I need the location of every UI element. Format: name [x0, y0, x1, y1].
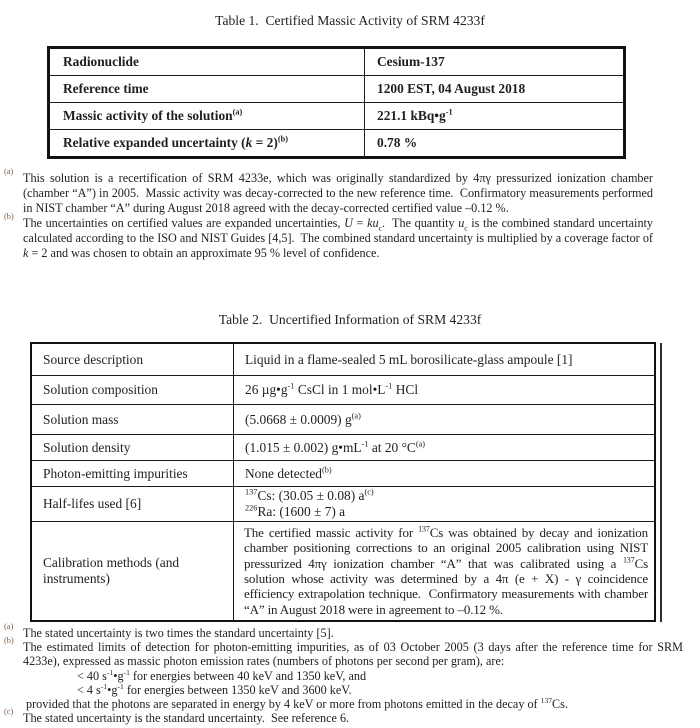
footnote-b: (b) The estimated limits of detection for photon-emitting impurities, as of 03 October 2005 (3 days after the reference time for SRM 4233e), expressed as massic photon emission rates (numbers of photons per second per gram), are: — [4, 636, 687, 669]
table-row — [49, 103, 625, 130]
row-value-cell — [365, 103, 625, 130]
row-value-cell — [234, 376, 656, 405]
half-life-line: $^{226}$Ra: (1600 ± 7) a — [245, 503, 346, 519]
footnote-a: (a) This solution is a recertification of SRM 4233e, which was originally standardized by 4πγ pressurized ionization chamber (chamber “A”) in 2005. Massic activity was decay-corrected to the new reference time. Confirmatory measurements performed in NIST chamber “A” during August 2018 agreed with the decay-corrected certified value –0.12 %. — [4, 167, 657, 215]
row-value: None detected$^{(b)}$ — [245, 465, 332, 481]
footnote-b-continuation: provided that the photons are separated in energy by 4 keV or more from photons emitted in the decay of $^{137}$Cs. — [26, 695, 568, 712]
row-value-cell — [365, 76, 625, 103]
row-label-cell — [49, 76, 365, 103]
row-value: 1200 EST, 04 August 2018 — [377, 81, 526, 96]
row-value-cell — [234, 461, 656, 487]
row-label: Photon-emitting impurities — [43, 465, 188, 481]
row-value: 0.78 % — [377, 135, 418, 150]
footnote-b: (b) The uncertainties on certified values are expanded uncertainties, $U = ku_c$. The quantity $u_c$ is the combined standard uncertainty calculated according to the ISO and NIST Guides [4,5]. The combined standard uncertainty is multiplied by a coverage factor of k = 2 and was chosen to obtain an approximate 95 % level of confidence. — [4, 211, 657, 260]
table1-footnotes — [3, 167, 657, 260]
row-value: Cesium-137 — [377, 54, 445, 69]
footnote-b-limit-line: < 40 $s^{-1}•g^{-1}$ for energies between 40 keV and 1350 keV, and — [77, 667, 367, 683]
row-label: Radionuclide — [63, 54, 139, 69]
table-row — [49, 76, 625, 103]
row-label-cell — [31, 487, 234, 522]
row-label: Calibration methods (and instruments) — [43, 555, 180, 586]
row-label: Source description — [43, 351, 144, 367]
table-row — [49, 48, 625, 76]
table2 — [30, 342, 656, 622]
row-label-cell — [31, 461, 234, 487]
footnote-b-limit-line: < 4 $s^{-1}•g^{-1}$ for energies between 1350 keV and 3600 keV. — [77, 681, 352, 697]
row-label-cell — [31, 522, 234, 622]
row-value: (1.015 ± 0.002) $g•mL^{-1}$ at 20 $^\circ C^{(a)}$ — [245, 439, 426, 455]
row-value: 26 $\mu g•g^{-1}$ CsCl in 1 $mol•L^{-1}$ HCl — [245, 381, 419, 397]
half-life-line: $^{137}$Cs: (30.05 ± 0.08) $a^{(c)}$ — [245, 487, 374, 503]
row-value-cell — [365, 130, 625, 158]
row-label: Reference time — [63, 81, 149, 96]
row-label: Relative expanded uncertainty (k = 2)$^{(b)}$ — [63, 134, 288, 150]
table2-title: Table 2. Uncertified Information of SRM 4233f — [218, 312, 482, 327]
footnote-c: (c) The stated uncertainty is the standard uncertainty. See reference 6. — [4, 707, 350, 726]
row-label: Half-lifes used [6] — [43, 496, 142, 511]
table1 — [47, 46, 626, 159]
row-label-cell — [31, 376, 234, 405]
footnote-text: The uncertainties on certified values are expanded uncertainties, $U = ku_c$. The quantity $u_c$ is the combined standard uncertainty calculated according to the ISO and NIST Guides [4,5]. The combined standard uncertainty is multiplied by a coverage factor of k = 2 and was chosen to obtain an approximate 95 % level of confidence. — [23, 215, 657, 260]
row-value: (5.0668 ± 0.0009) $g^{(a)}$ — [245, 411, 361, 427]
table2-footnotes — [3, 622, 687, 726]
table-row — [31, 522, 655, 622]
table-row — [49, 130, 625, 158]
row-label-cell — [31, 405, 234, 435]
row-label-cell — [49, 130, 365, 158]
table-row — [31, 461, 655, 487]
row-value-cell: The certified massic activity for $^{137}$Cs was obtained by decay and ionization chamber positioning corrections to an original 2005 calibration using NIST pressurized 4πγ ionization chamber “A” that was calibrated using a $^{137}$Cs solution whose activity was determined by a 4π (e + X) - γ coincidence efficiency extrapolation technique. Confirmatory measurements with chamber “A” in August 2018 were in agreement to –0.12 %. — [234, 522, 656, 622]
table-row — [31, 487, 655, 522]
row-label: Solution composition — [43, 382, 158, 397]
table-row — [31, 435, 655, 461]
footnote-text: This solution is a recertification of SRM 4233e, which was originally standardized by 4πγ pressurized ionization chamber (chamber “A”) in 2005. Massic activity was decay-corrected to the new reference time. Confirmatory measurements performed in NIST chamber “A” during August 2018 agreed with the decay-corrected certified value –0.12 %. — [23, 171, 657, 215]
row-label: Solution mass — [43, 411, 119, 427]
table1-title: Table 1. Certified Massic Activity of SRM 4233f — [215, 13, 485, 28]
row-value: Liquid in a flame-sealed 5 mL borosilicate-glass ampoule [1] — [245, 351, 573, 367]
footnote-text: The stated uncertainty is two times the standard uncertainty [5]. — [23, 626, 334, 640]
row-value-cell — [234, 405, 656, 435]
row-label-cell — [49, 48, 365, 76]
row-label: Massic activity of the solution$^{(a)}$ — [63, 107, 243, 123]
row-label-cell — [31, 435, 234, 461]
table-row — [31, 405, 655, 435]
table-row — [31, 343, 655, 376]
row-value: 221.1 $kBq•g^{-1}$ — [377, 107, 453, 123]
row-label: Solution density — [43, 439, 131, 455]
row-value-cell — [234, 487, 656, 522]
row-label-cell — [31, 343, 234, 376]
row-value-cell — [234, 435, 656, 461]
table-row — [31, 376, 655, 405]
footnote-text: The estimated limits of detection for photon-emitting impurities, as of 03 October 2005 (3 days after the reference time for SRM 4233e), expressed as massic photon emission rates (numbers of photons per second per gram), are: — [23, 640, 687, 669]
row-value-cell — [365, 48, 625, 76]
table2-right-double-border — [660, 343, 662, 622]
footnote-a: (a) The stated uncertainty is two times the standard uncertainty [5]. — [4, 622, 334, 640]
row-label-cell — [49, 103, 365, 130]
row-value-cell — [234, 343, 656, 376]
footnote-text: The stated uncertainty is the standard uncertainty. See reference 6. — [23, 711, 350, 726]
